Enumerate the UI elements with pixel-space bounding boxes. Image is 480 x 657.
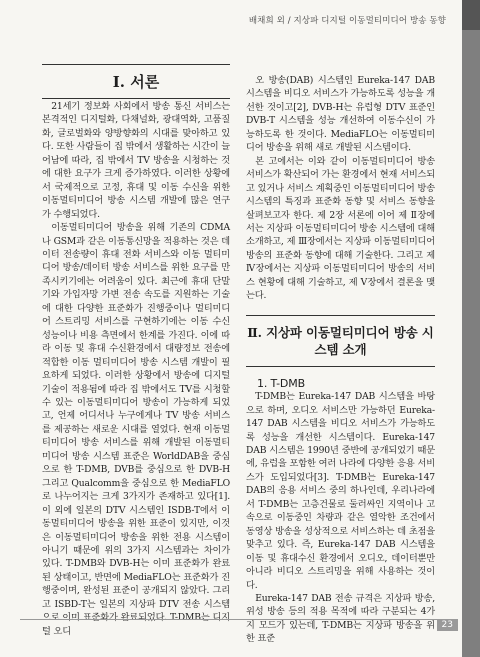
paragraph: 오 방송(DAB) 시스템인 Eureka-147 DAB 시스템을 비디오 서비스가 가능하도록 성능을 개선한 것이고[2], DVB-H는 유럽형 DTV 표준인 DVB-T 시스템을 성능 개선하여 이동수신이 가능하도록 한 것이다. MediaFLO는 이동멀티미디어 방송을 위해 새로 개발된 시스템이다. (246, 75, 435, 154)
left-column (42, 100, 230, 638)
paragraph: Eureka-147 DAB 전송 규격은 지상파 방송, 위성 방송 등의 적용 목적에 따라 구분되는 4가지 모드가 있는데, T-DMB는 지상파 방송을 위한 표준 (246, 592, 435, 645)
paragraph: 본 고에서는 이와 같이 이동멀티미디어 방송 서비스가 확산되어 가는 환경에서 현재 서비스되고 있거나 서비스 계획중인 이동멀티미디어 방송 시스템의 특징과 표준화 동향 및 서비스 동향을 살펴보고자 한다. 제 2장 서론에 이어 제 Ⅱ장에서는 지상파 이동멀티미디어 방송 시스템에 대해 소개하고, 제 Ⅲ장에서는 지상파 이동멀티미디어 방송의 표준화 동향에 대해 기술한다. 그리고 제 Ⅳ장에서는 지상파 이동멀티미디어 방송의 서비스 현황에 대해 기술하고, 제 Ⅴ장에서 결론을 맺는다. (246, 155, 435, 302)
running-title: 배채희 외 / 지상파 디지털 이동멀티미디어 방송 동향 (248, 16, 446, 26)
page-edge-bar-top (462, 0, 480, 30)
paragraph: T-DMB는 Eureka-147 DAB 시스템을 바탕으로 하며, 오디오 서비스만 가능하던 Eureka-147 DAB 시스템을 비디오 서비스가 가능하도록 성능을 개선한 시스템이다. Eureka-147 DAB 시스템은 1990년 중반에 공개되었기 때문에, 유럽을 포함한 여러 나라에 다양한 응용 서비스가 도입되었다[3]. T-DMB는 Eureka-147 DAB의 응용 서비스 중의 하나인데, 우리나라에서 T-DMB는 고층건물로 둘러싸인 지역이나 고속으로 이동중인 차량과 같은 열악한 조건에서 동영상 방송을 성상적으로 서비스하는 데 초점을 맞추고 있다. 즉, Eureka-147 DAB 시스템을 이동 및 휴대수신 환경에서 오디오, 데이터뿐만 아니라 비디오 스트리밍을 위해 사용하는 것이다. (246, 391, 435, 591)
right-column (246, 74, 435, 646)
paragraph: 이동멀티미디어 방송을 위해 기존의 CDMA나 GSM과 같은 이동통신망을 적용하는 것은 데이터 전송량이 휴대 전화 서비스와 이동 멀티미디어 방송/데이터 방송 서비스를 위한 요구를 만족시키기에는 어려움이 있다. 최근에 휴대 단말기와 가입자망 가변 전송 속도를 지원하는 기술에 대한 다양한 표준화가 진행중이나 멀티미디어 스트리밍 서비스를 구현하기에는 이동 수신 성능이나 비용 측면에서 한계를 가진다. 이에 따라 이동 및 휴대 수신환경에서 대량정보 전송에 적합한 이동 멀티미디어 방송 시스템 개발이 필요하게 되었다. 이러한 상황에서 방송에 디지털 기술이 적용됨에 따라 집 밖에서도 TV를 시청할 수 있는 이동멀티미디어 방송이 가능하게 되었고, 언제 어디서나 누구에게나 TV 방송 서비스를 제공하는 새로운 시대를 열었다. 현재 이동멀티미디어 방송 서비스를 위해 개발된 이동멀티미디어 방송 시스템 표준은 WorldDAB을 중심으로 한 T-DMB, DVB를 중심으로 한 DVB-H 그리고 Qualcomm을 중심으로 한 MediaFLO로 나누어지는 크게 3가지가 존재하고 있다[1]. 이 외에 일본의 DTV 시스템인 ISDB-T에서 이동멀티미디어 방송을 위한 표준이 있지만, 이것은 이동멀티미디어 방송을 위한 전용 시스템이 아니기 때문에 위의 3가지 시스템과는 차이가 있다. T-DMB와 DVB-H는 이미 표준화가 완료된 상태이고, 반면에 MediaFLO는 표준화가 진행중이며, 완성된 표준이 공개되지 않았다. 그리고 ISBD-T는 일본의 지상파 DTV 전송 시스템으로 이미 표준화가 완료되었다. T-DMB는 디지털 오디 (42, 222, 230, 637)
section-title-intro: Ⅰ. 서론 (42, 64, 230, 99)
page-footer (20, 619, 458, 634)
page-edge-bar (462, 0, 480, 657)
page-number: 23 (437, 619, 458, 631)
subsection-title-tdmb: 1. T-DMB (257, 376, 305, 390)
section-title-systems: Ⅱ. 지상파 이동멀티미디어 방송 시스템 소개 (246, 315, 435, 367)
paragraph: 21세기 정보화 사회에서 방송 통신 서비스는 본격적인 디지털화, 다채널화, 광대역화, 고품질화, 글로벌화와 양방향화의 시대를 맞아하고 있다. 또한 사람들이 집 밖에서 생활하는 시간이 늘어남에 따라, 집 밖에서 TV 방송을 시청하는 것에 대한 요구가 크게 증가하였다. 이러한 상황에서 국제적으로 고정, 휴대 및 이동 수신을 위한 이동멀티미디어 방송 시스템 개발에 많은 연구가 수행되었다. (42, 101, 230, 220)
